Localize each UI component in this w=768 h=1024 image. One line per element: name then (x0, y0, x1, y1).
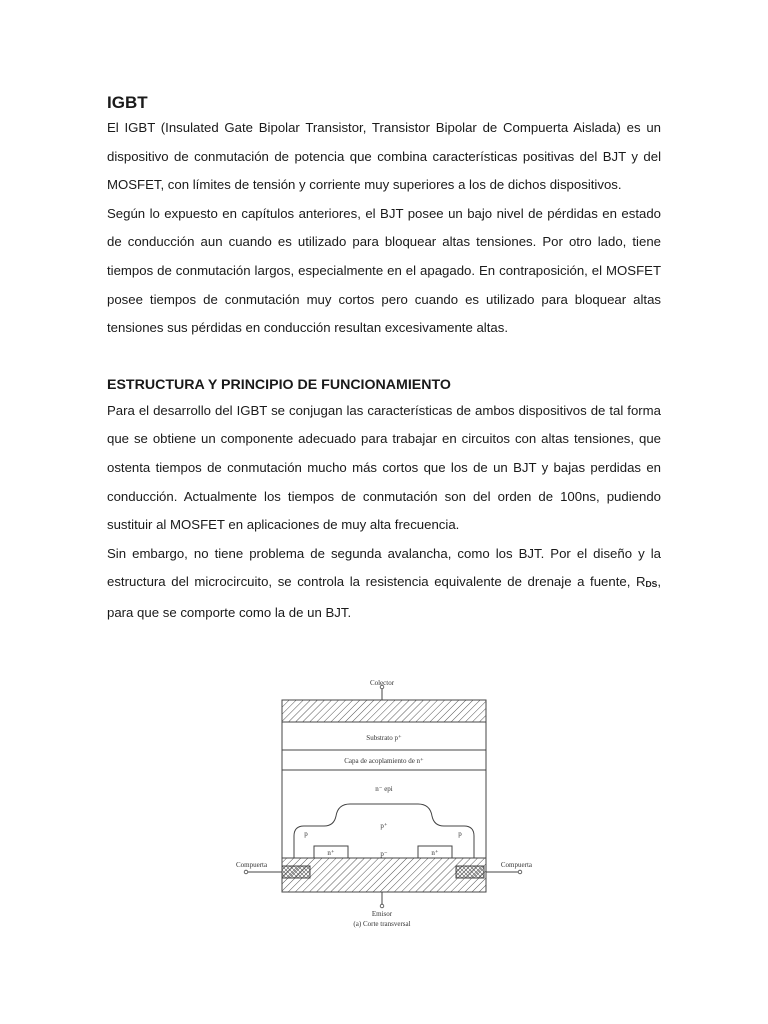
gate-left-label: Compuerta (236, 861, 268, 869)
n-plus-right-label: n⁺ (431, 849, 439, 857)
section-heading: ESTRUCTURA Y PRINCIPIO DE FUNCIONAMIENTO (107, 376, 451, 393)
document-title: IGBT (107, 93, 148, 112)
p-right-label: p (458, 830, 462, 838)
rds-subscript: DS (645, 579, 658, 590)
p-plus-label: p⁺ (380, 822, 388, 830)
figure-caption: (a) Corte transversal (353, 920, 411, 928)
gate-right-label: Compuerta (500, 861, 532, 869)
section-paragraph-1: Para el desarrollo del IGBT se conjugan las características de ambos dispositivos de tal forma que se obtiene un componente adecuado para trabajar en circuitos con altas tensiones, que ostenta tiempos de conmutación mucho más cortos que los de un BJT y bajas perdidas en conducción. Actualmente los tiempos de conmutación son del orden de 100ns, pudiendo sustituir al MOSFET en aplicaciones de muy alta frecuencia. (107, 402, 661, 533)
buffer-layer-label: Capa de acoplamiento de n⁺ (344, 757, 424, 765)
p-left-label: p (304, 830, 308, 838)
epi-label: n⁻ epi (375, 785, 393, 793)
igbt-cross-section-diagram (228, 676, 540, 930)
paragraph-text-start: Sin embargo, no tiene problema de segunda avalancha, como los BJT. Por el diseño y la estructura del microcircuito, se controla la resistencia equivalente de drenaje a fuente, R (107, 545, 661, 590)
intro-paragraph-1: El IGBT (Insulated Gate Bipolar Transistor, Transistor Bipolar de Compuerta Aislada) es un dispositivo de conmutación de potencia que combina características positivas del BJT y del MOSFET, con límites de tensión y corriente muy superiores a los de dichos dispositivos. (107, 120, 661, 193)
p-minus-label: p⁻ (380, 850, 388, 858)
substrate-label: Substrato p⁺ (366, 734, 402, 742)
paragraph-text-end: , para que se comporte como la de un BJT. (107, 574, 661, 620)
section-paragraph-2 (107, 540, 661, 628)
emitter-label: Emisor (371, 910, 393, 918)
igbt-cross-section-figure (228, 676, 540, 930)
collector-label: Colector (369, 679, 395, 687)
document-page (107, 86, 661, 628)
n-plus-left-label: n⁺ (327, 849, 335, 857)
intro-paragraph-2: Según lo expuesto en capítulos anteriores, el BJT posee un bajo nivel de pérdidas en estado de conducción aun cuando es utilizado para bloquear altas tensiones. Por otro lado, tiene tiempos de conmutación largos, especialmente en el apagado. En contraposición, el MOSFET posee tiempos de conmutación muy cortos pero cuando es utilizado para bloquear altas tensiones sus pérdidas en conducción resultan excesivamente altas. (107, 205, 661, 336)
